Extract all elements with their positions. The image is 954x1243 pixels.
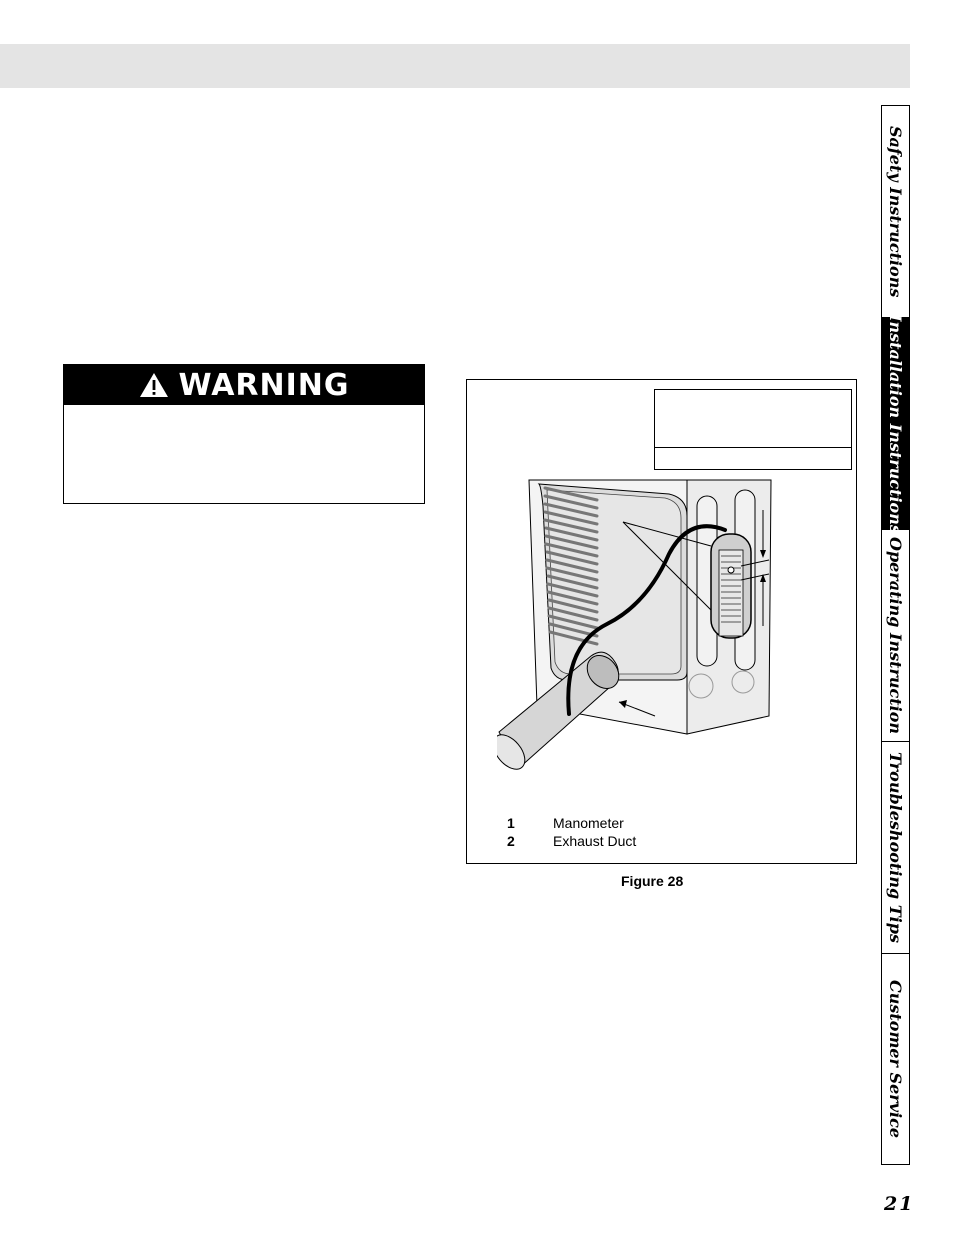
legend-row <box>507 832 636 850</box>
figure-legend <box>507 814 636 850</box>
figure-caption: Figure 28 <box>621 873 684 889</box>
tab-label: Customer Service <box>886 979 905 1138</box>
figure-label-box <box>654 389 852 470</box>
tab-label: Troubleshooting Tips <box>886 752 905 943</box>
warning-box <box>63 364 425 504</box>
legend-number: 1 <box>507 815 515 831</box>
warning-triangle-icon <box>138 371 170 399</box>
tab-label: Installation Instructions <box>886 313 905 534</box>
section-tabs <box>881 105 910 1165</box>
tab-customer-service[interactable] <box>882 954 909 1164</box>
tab-installation-instructions[interactable] <box>882 313 909 534</box>
tab-safety-instructions[interactable] <box>882 106 909 318</box>
warning-header <box>64 365 424 405</box>
legend-label: Manometer <box>553 815 624 831</box>
tab-label: Safety Instructions <box>886 125 905 298</box>
figure-28 <box>466 379 857 864</box>
header-bar <box>0 44 910 88</box>
warning-title: WARNING <box>178 367 350 403</box>
tab-operating-instruction[interactable] <box>882 530 909 742</box>
label-box-divider <box>655 447 851 448</box>
legend-label: Exhaust Duct <box>553 833 637 849</box>
legend-row <box>507 814 636 832</box>
page-number: 21 <box>884 1193 915 1215</box>
tab-troubleshooting-tips[interactable] <box>882 742 909 954</box>
tab-label: Operating Instruction <box>886 536 905 735</box>
dryer-manometer-illustration <box>497 476 827 786</box>
legend-number: 2 <box>507 833 515 849</box>
